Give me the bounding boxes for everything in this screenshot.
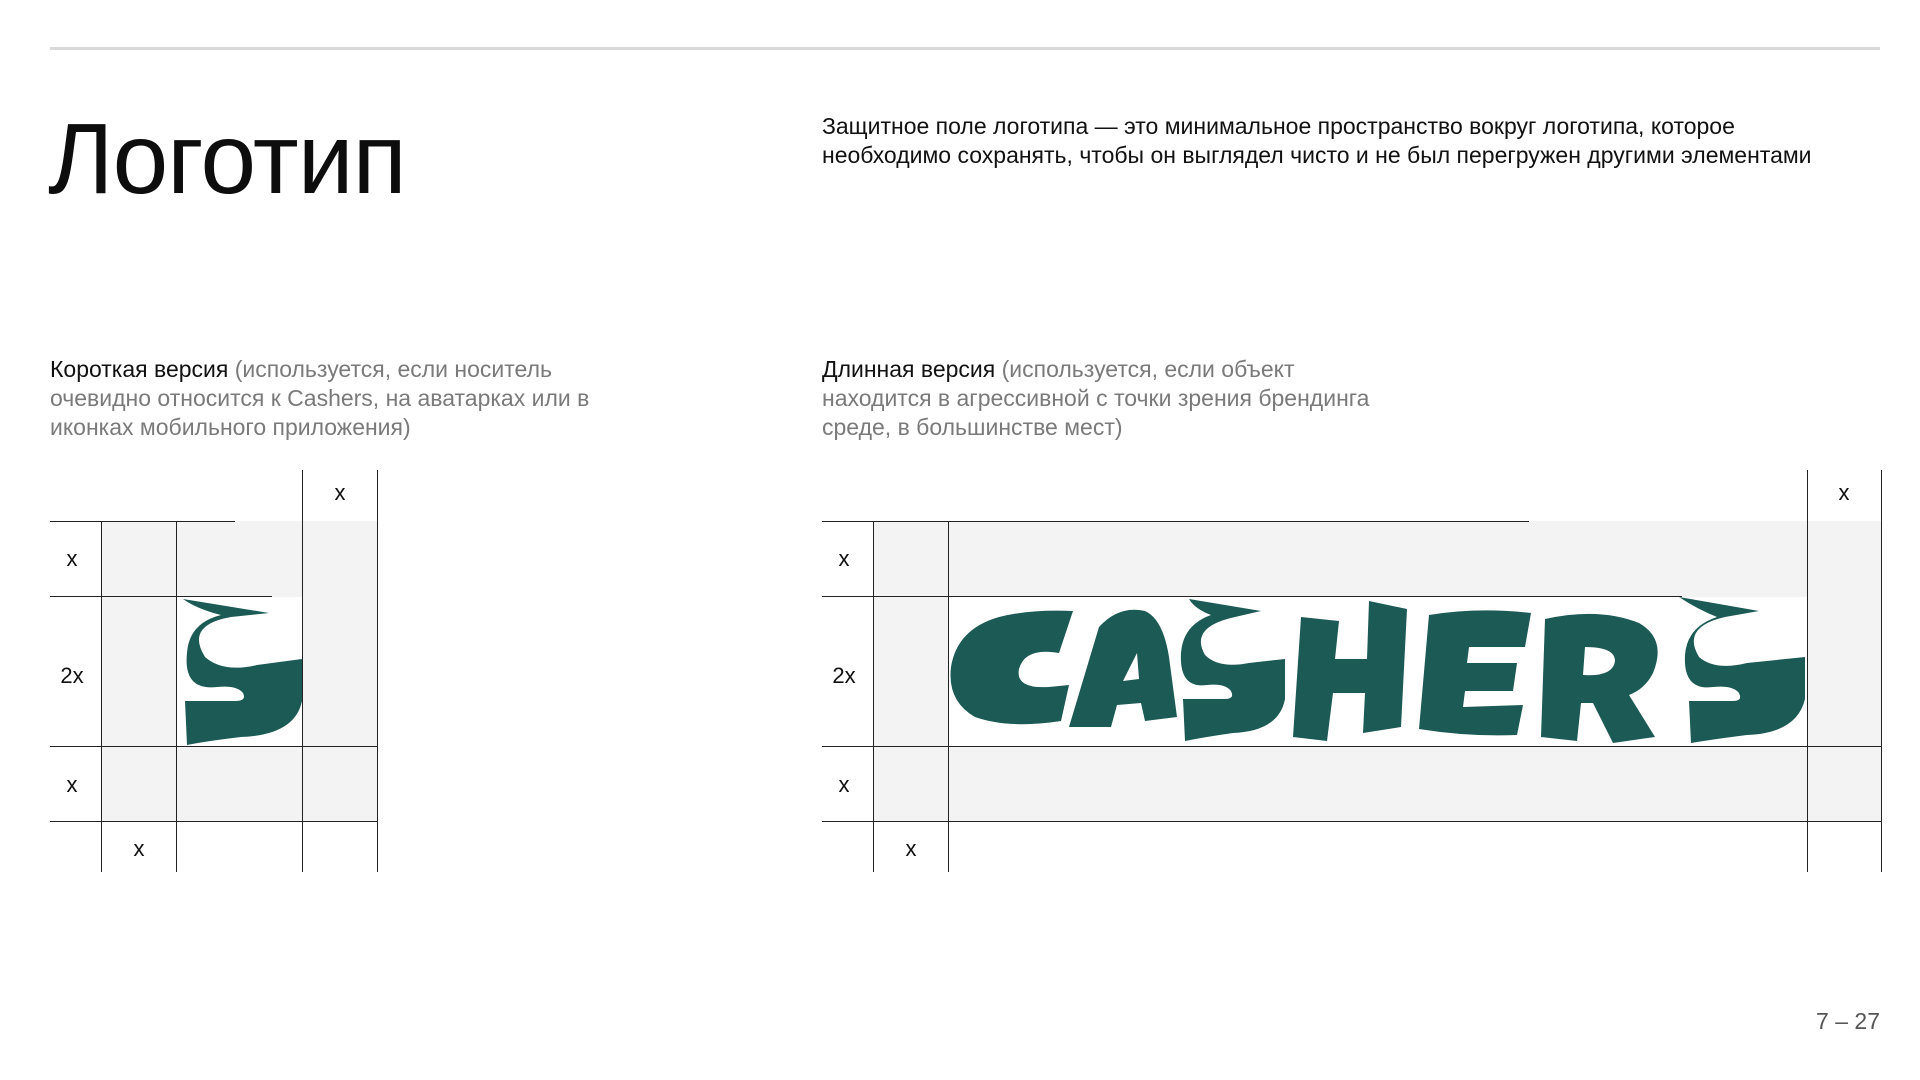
- long-version-note: (используется, если объект находится в агрессивной с точки зрения брендинга среде, в большинстве мест): [822, 356, 1370, 440]
- short-version-caption: [50, 355, 630, 442]
- clearspace-label-x: x: [66, 772, 78, 797]
- clearspace-label-x: x: [133, 836, 145, 861]
- short-logo-clearspace-grid: [50, 470, 378, 872]
- clearspace-label-x: x: [334, 480, 346, 505]
- long-version-title: Длинная версия: [822, 356, 996, 382]
- grid-line: [822, 821, 1882, 822]
- page-title: Логотип: [48, 103, 406, 215]
- cashers-s-logo: [177, 597, 302, 746]
- clearspace-label-2x: 2x: [60, 663, 84, 688]
- grid-line: [873, 521, 874, 872]
- grid-line: [822, 521, 1529, 522]
- grid-line: [50, 521, 235, 522]
- long-logo-area: [949, 597, 1807, 746]
- short-version-note: (используется, если носитель очевидно относится к Cashers, на аватарках или в иконках мобильного приложения): [50, 356, 590, 440]
- grid-line: [302, 470, 303, 872]
- page-number: 7 – 27: [1816, 1008, 1880, 1034]
- clearspace-label-x: x: [905, 836, 917, 861]
- cashers-wordmark-logo: [949, 597, 1807, 746]
- top-divider: [50, 47, 1880, 50]
- grid-line: [948, 521, 949, 872]
- clearspace-label-2x: 2x: [832, 663, 856, 688]
- short-version-title: Короткая версия: [50, 356, 229, 382]
- clearspace-label-x: x: [838, 546, 850, 571]
- grid-line: [377, 470, 378, 872]
- clearspace-label-x: x: [838, 772, 850, 797]
- grid-line: [50, 596, 272, 597]
- grid-line: [50, 746, 378, 747]
- long-version-caption: [822, 355, 1382, 442]
- grid-line: [1807, 470, 1808, 872]
- intro-text: Защитное поле логотипа — это минимальное пространство вокруг логотипа, которое необходимо сохранять, чтобы он выглядел чисто и не был перегружен другими элементами: [822, 113, 1812, 168]
- grid-line: [101, 521, 102, 872]
- grid-line: [822, 746, 1882, 747]
- long-logo-clearspace-grid: [822, 470, 1882, 872]
- clearspace-label-x: x: [1838, 480, 1850, 505]
- grid-line: [822, 596, 1682, 597]
- short-logo-area: [177, 597, 302, 746]
- grid-line: [1881, 470, 1882, 872]
- grid-line: [176, 521, 177, 872]
- clearspace-label-x: x: [66, 546, 78, 571]
- grid-line: [50, 821, 378, 822]
